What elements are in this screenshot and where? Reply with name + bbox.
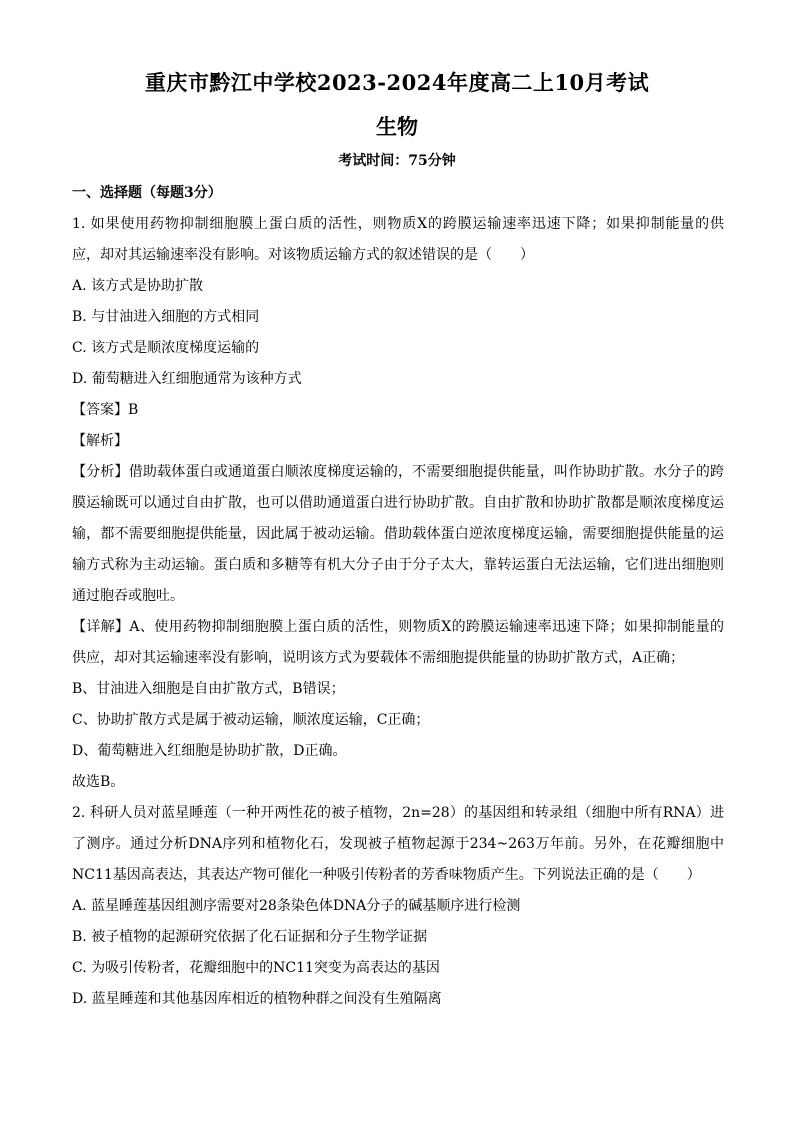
question-2-stem-line-3: NC11基因高表达，其表达产物可催化一种吸引传粉者的芳香味物质产生。下列说法正确的是（ ） <box>72 867 701 883</box>
question-1-option-a: A. 该方式是协助扩散 <box>72 278 204 294</box>
question-2-option-b: B. 被子植物的起源研究依据了化石证据和分子生物学证据 <box>72 929 428 945</box>
question-1-stem-line-1: 1. 如果使用药物抑制细胞膜上蛋白质的活性，则物质X的跨膜运输速率迅速下降；如果抑制能量的供 <box>72 216 724 232</box>
question-1-fenxi-line-4: 输方式称为主动运输。蛋白质和多糖等有机大分子由于分子太大，靠转运蛋白无法运输，它们进出细胞则 <box>72 557 724 573</box>
question-1-fenxi-line-3: 输，都不需要细胞提供能量，因此属于被动运输。借助载体蛋白逆浓度梯度运输，需要细胞提供能量的运 <box>72 526 724 542</box>
question-1-conclusion: 故选B。 <box>72 774 125 790</box>
question-1-option-d: D. 葡萄糖进入红细胞通常为该种方式 <box>72 371 302 387</box>
question-1-option-c: C. 该方式是顺浓度梯度运输的 <box>72 340 260 356</box>
question-1-xiangjie-line-1: 【详解】A、使用药物抑制细胞膜上蛋白质的活性，则物质X的跨膜运输速率迅速下降；如果抑制能量的 <box>72 619 724 635</box>
question-1-option-b: B. 与甘油进入细胞的方式相同 <box>72 309 260 325</box>
question-1-stem-line-2: 应，却对其运输速率没有影响。对该物质运输方式的叙述错误的是（ ） <box>72 247 534 263</box>
question-2-option-c: C. 为吸引传粉者，花瓣细胞中的NC11突变为高表达的基因 <box>72 960 440 976</box>
question-2-stem-line-2: 了测序。通过分析DNA序列和植物化石，发现被子植物起源于234~263万年前。另外，在花瓣细胞中 <box>72 836 724 852</box>
question-2-stem-line-1: 2. 科研人员对蓝星睡莲（一种开两性花的被子植物，2n=28）的基因组和转录组（细胞中所有RNA）进 <box>72 805 724 821</box>
question-1-answer: 【答案】B <box>72 402 139 418</box>
question-2-option-d: D. 蓝星睡莲和其他基因库相近的植物种群之间没有生殖隔离 <box>72 991 442 1007</box>
question-1-xiangjie-line-3: B、甘油进入细胞是自由扩散方式，B错误； <box>72 681 345 697</box>
section-heading: 一、选择题（每题3分） <box>72 185 222 201</box>
question-1-analysis-label: 【解析】 <box>72 433 128 449</box>
exam-time: 考试时间：75分钟 <box>338 153 456 169</box>
subject-title: 生物 <box>376 114 418 139</box>
question-1-xiangjie-line-5: D、葡萄糖进入红细胞是协助扩散，D正确。 <box>72 743 347 759</box>
question-1-fenxi-line-5: 通过胞吞或胞吐。 <box>72 588 184 604</box>
document-body <box>72 178 724 1015</box>
question-1-xiangjie-line-4: C、协助扩散方式是属于被动运输，顺浓度运输，C正确； <box>72 712 430 728</box>
question-1-fenxi-line-1: 【分析】借助载体蛋白或通道蛋白顺浓度梯度运输的，不需要细胞提供能量，叫作协助扩散。水分子的跨 <box>72 464 724 480</box>
question-1-xiangjie-line-2: 供应，却对其运输速率没有影响，说明该方式为要载体不需细胞提供能量的协助扩散方式，A正确； <box>72 650 685 666</box>
document-title: 重庆市黔江中学校2023-2024年度高二上10月考试 <box>144 70 650 95</box>
question-2-option-a: A. 蓝星睡莲基因组测序需要对28条染色体DNA分子的碱基顺序进行检测 <box>72 898 521 914</box>
question-1-fenxi-line-2: 膜运输既可以通过自由扩散，也可以借助通道蛋白进行协助扩散。自由扩散和协助扩散都是顺浓度梯度运 <box>72 495 724 511</box>
